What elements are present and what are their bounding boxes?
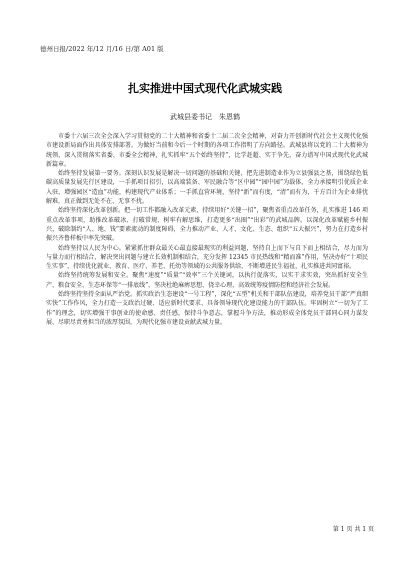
article-paragraph: 始终坚持深化改革创新。把一切工作都融入改革元素，持续用好“关键一招”，聚焦省重点改革任务，扎实推进 146 项重点改革事项，助推改革破冰、打破常规、树牢有解思维，打造更多“出圈”“出彩”的武城品牌。以深化改革赋能乡村振兴，破除制约“人、地、钱”要素流动的制度障碍，全力推动产业、人才、文化、生态、组织“五大振兴”，努力在打造乡村振兴齐鲁样板中率先突破。 [46, 207, 368, 243]
article-paragraph: 市委十六届三次全会深入学习贯彻党的二十大精神和省委十二届二次全会精神，对奋力开创新时代社会主义现代化强市建设新局面作出具体安排部署。为做好当前和今后一个时期的各项工作指明了方向路径。武城县将以党的二十大精神为统领，深入贯彻落实省委、市委全会精神，扎实抓牢“五个始终坚持”，比学赶超、实干争先，奋力谱写中国式现代化武城新篇章。 [46, 133, 368, 168]
publication-header: 德州日报/2022 年/12 月/16 日/第 A01 版 [40, 45, 164, 53]
article-title: 扎实推进中国式现代化武城实践 [128, 82, 282, 95]
article-paragraph: 始终坚持坚持全面从严治党。抓实政治生态建设“一号工程”，深化“五型”机关和干部队伍建设，培养党员干部“严真细实快”工作作风，全力打造一支政治过硬、适应新时代要求、具备领导现代化建设能力的干部队伍。牢固树立“一切为了工作”的理念，切实增强干事创业的使命感、责任感，保持斗争意志，掌握斗争方法，推动形成全体党员干部同心同力谋发展、尽职尽责勇担当的浓厚氛围，为现代化强市建设贡献武城力量。 [46, 291, 368, 326]
article-body [46, 132, 368, 327]
article-paragraph: 始终坚持发展第一要务。深刻认识发展是解决一切问题的基础和关键，把先进制造业作为立县强县之基，围绕绿色低碳高质量发展先行区建设，一手抓项目招引，以高端装备、军民融合等“区中园”“园中园”为载体，全力承接明引优质企业入驻，增强园区“造血”功能，构建现代产业体系；一手抓直营环境，坚持“新”而有度，“清”而有为，千方百计为企业排忧解难，真正做到无处不在、无事不扰。 [46, 170, 368, 206]
article-paragraph: 始终坚持以人民为中心。紧紧抓住群众最关心最直接最现实的利益问题，坚持自上而下与自下而上相结合，尽力而为与量力而行相结合，解决突出问题与建立长效机制相结合，充分发挥 12345 市民热线和“精而准”作用，坚决办好“十项民生实事”，持续优化就业、教育、医疗、养老、托幼等领域的公共服务供给，不断增进民生福祉，扎实推进共同富裕。 [46, 244, 368, 271]
page-number: 第 1 页 共 1 页 [332, 526, 374, 533]
article-paragraph: 始终坚持统筹发展和安全。聚焦“速度”“质量”“效率”三个关键词，以执行促落实，以实干求实效，突出抓好安全生产、粮食安全、生态环保等“一排底线”，坚决杜绝麻痹思想、侥幸心理，高效统筹疫情防控和经济社会发展。 [46, 272, 368, 289]
article-byline: 武城县委书记 朱恩鹤 [170, 113, 240, 121]
